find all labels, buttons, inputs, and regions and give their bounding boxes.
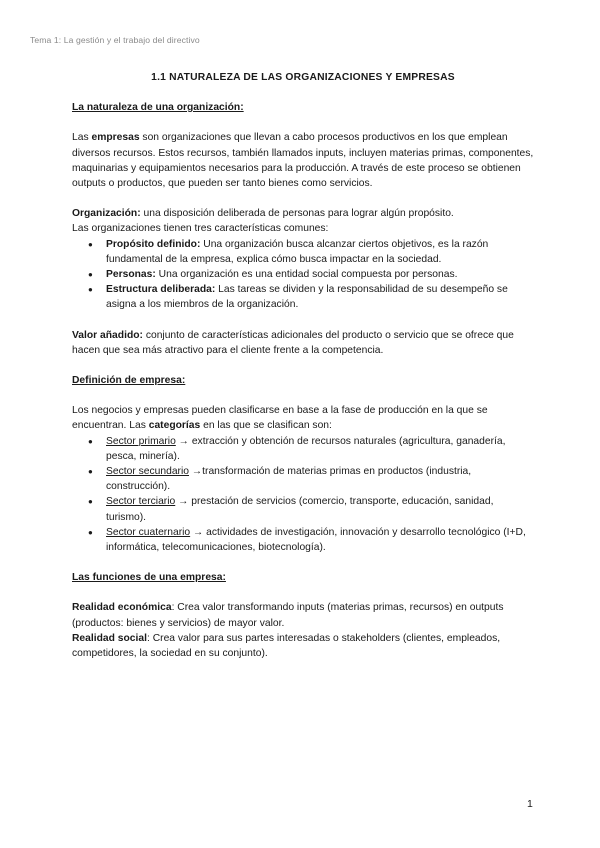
list-item: ● Sector primario → extracción y obtención de recursos naturales (agricultura, ganadería, pesca, minería). xyxy=(106,434,534,464)
paragraph-realidad-social: Realidad social: Crea valor para sus partes interesadas o stakeholders (clientes, empleados, competidores, la sociedad en su conjunto). xyxy=(72,632,501,660)
list-item: ● Sector terciario → prestación de servicios (comercio, transporte, educación, sanidad, turismo). xyxy=(106,494,534,524)
list-item: ● Sector secundario →transformación de materias primas en productos (industria, construcción). xyxy=(106,464,534,494)
document-body xyxy=(72,70,534,661)
page-number: 1 xyxy=(527,798,533,810)
list-item: ● Personas: Una organización es una entidad social compuesta por personas. xyxy=(106,267,534,282)
list-item: ● Estructura deliberada: Las tareas se dividen y la responsabilidad de su desempeño se asigna a los miembros de la organización. xyxy=(106,282,534,312)
sectors-list xyxy=(72,434,534,556)
page-header: Tema 1: La gestión y el trabajo del directivo xyxy=(30,35,200,45)
section-heading-funciones: Las funciones de una empresa: xyxy=(72,572,226,584)
paragraph-categorias-intro: Los negocios y empresas pueden clasificarse en base a la fase de producción en la que se encuentran. Las categorías en las que se clasifican son: xyxy=(72,405,488,432)
list-item: ● Sector cuaternario → actividades de investigación, innovación y desarrollo tecnológico (I+D, informática, telecomunicaciones, biotecnología). xyxy=(106,525,534,555)
list-item: ● Propósito definido: Una organización busca alcanzar ciertos objetivos, es la razón fundamental de la empresa, explica cómo busca impactar en la sociedad. xyxy=(106,237,534,267)
characteristics-list xyxy=(72,237,534,313)
page-title: 1.1 NATURALEZA DE LAS ORGANIZACIONES Y EMPRESAS xyxy=(151,72,455,83)
paragraph-organizacion: Organización: una disposición deliberada de personas para lograr algún propósito. xyxy=(72,208,454,220)
paragraph-valor-anadido: Valor añadido: conjunto de características adicionales del producto o servicio que se ofrece que hacen que sea más atractivo para el cliente frente a la competencia. xyxy=(72,329,514,356)
sector-name: Sector primario xyxy=(106,435,176,447)
paragraph-caracteristicas-intro: Las organizaciones tienen tres características comunes: xyxy=(72,223,329,235)
sector-name: Sector cuaternario xyxy=(106,526,191,538)
paragraph-empresas: Las empresas son organizaciones que llevan a cabo procesos productivos en los que emplean diversos recursos. Estos recursos, también llamados inputs, incluyen materias primas, componentes, maquinarias y equipamientos necesarios para la producción. A través de este proceso se obtienen outputs o productos, que pueden ser tanto bienes como servicios. xyxy=(72,132,534,190)
section-heading-naturaleza: La naturaleza de una organización: xyxy=(72,102,244,114)
sector-name: Sector terciario xyxy=(106,496,176,508)
paragraph-realidad-economica: Realidad económica: Crea valor transformando inputs (materias primas, recursos) en outputs (productos: bienes y servicios) de mayor valor. xyxy=(72,602,504,629)
sector-name: Sector secundario xyxy=(106,466,189,478)
section-heading-definicion: Definición de empresa: xyxy=(72,375,186,387)
